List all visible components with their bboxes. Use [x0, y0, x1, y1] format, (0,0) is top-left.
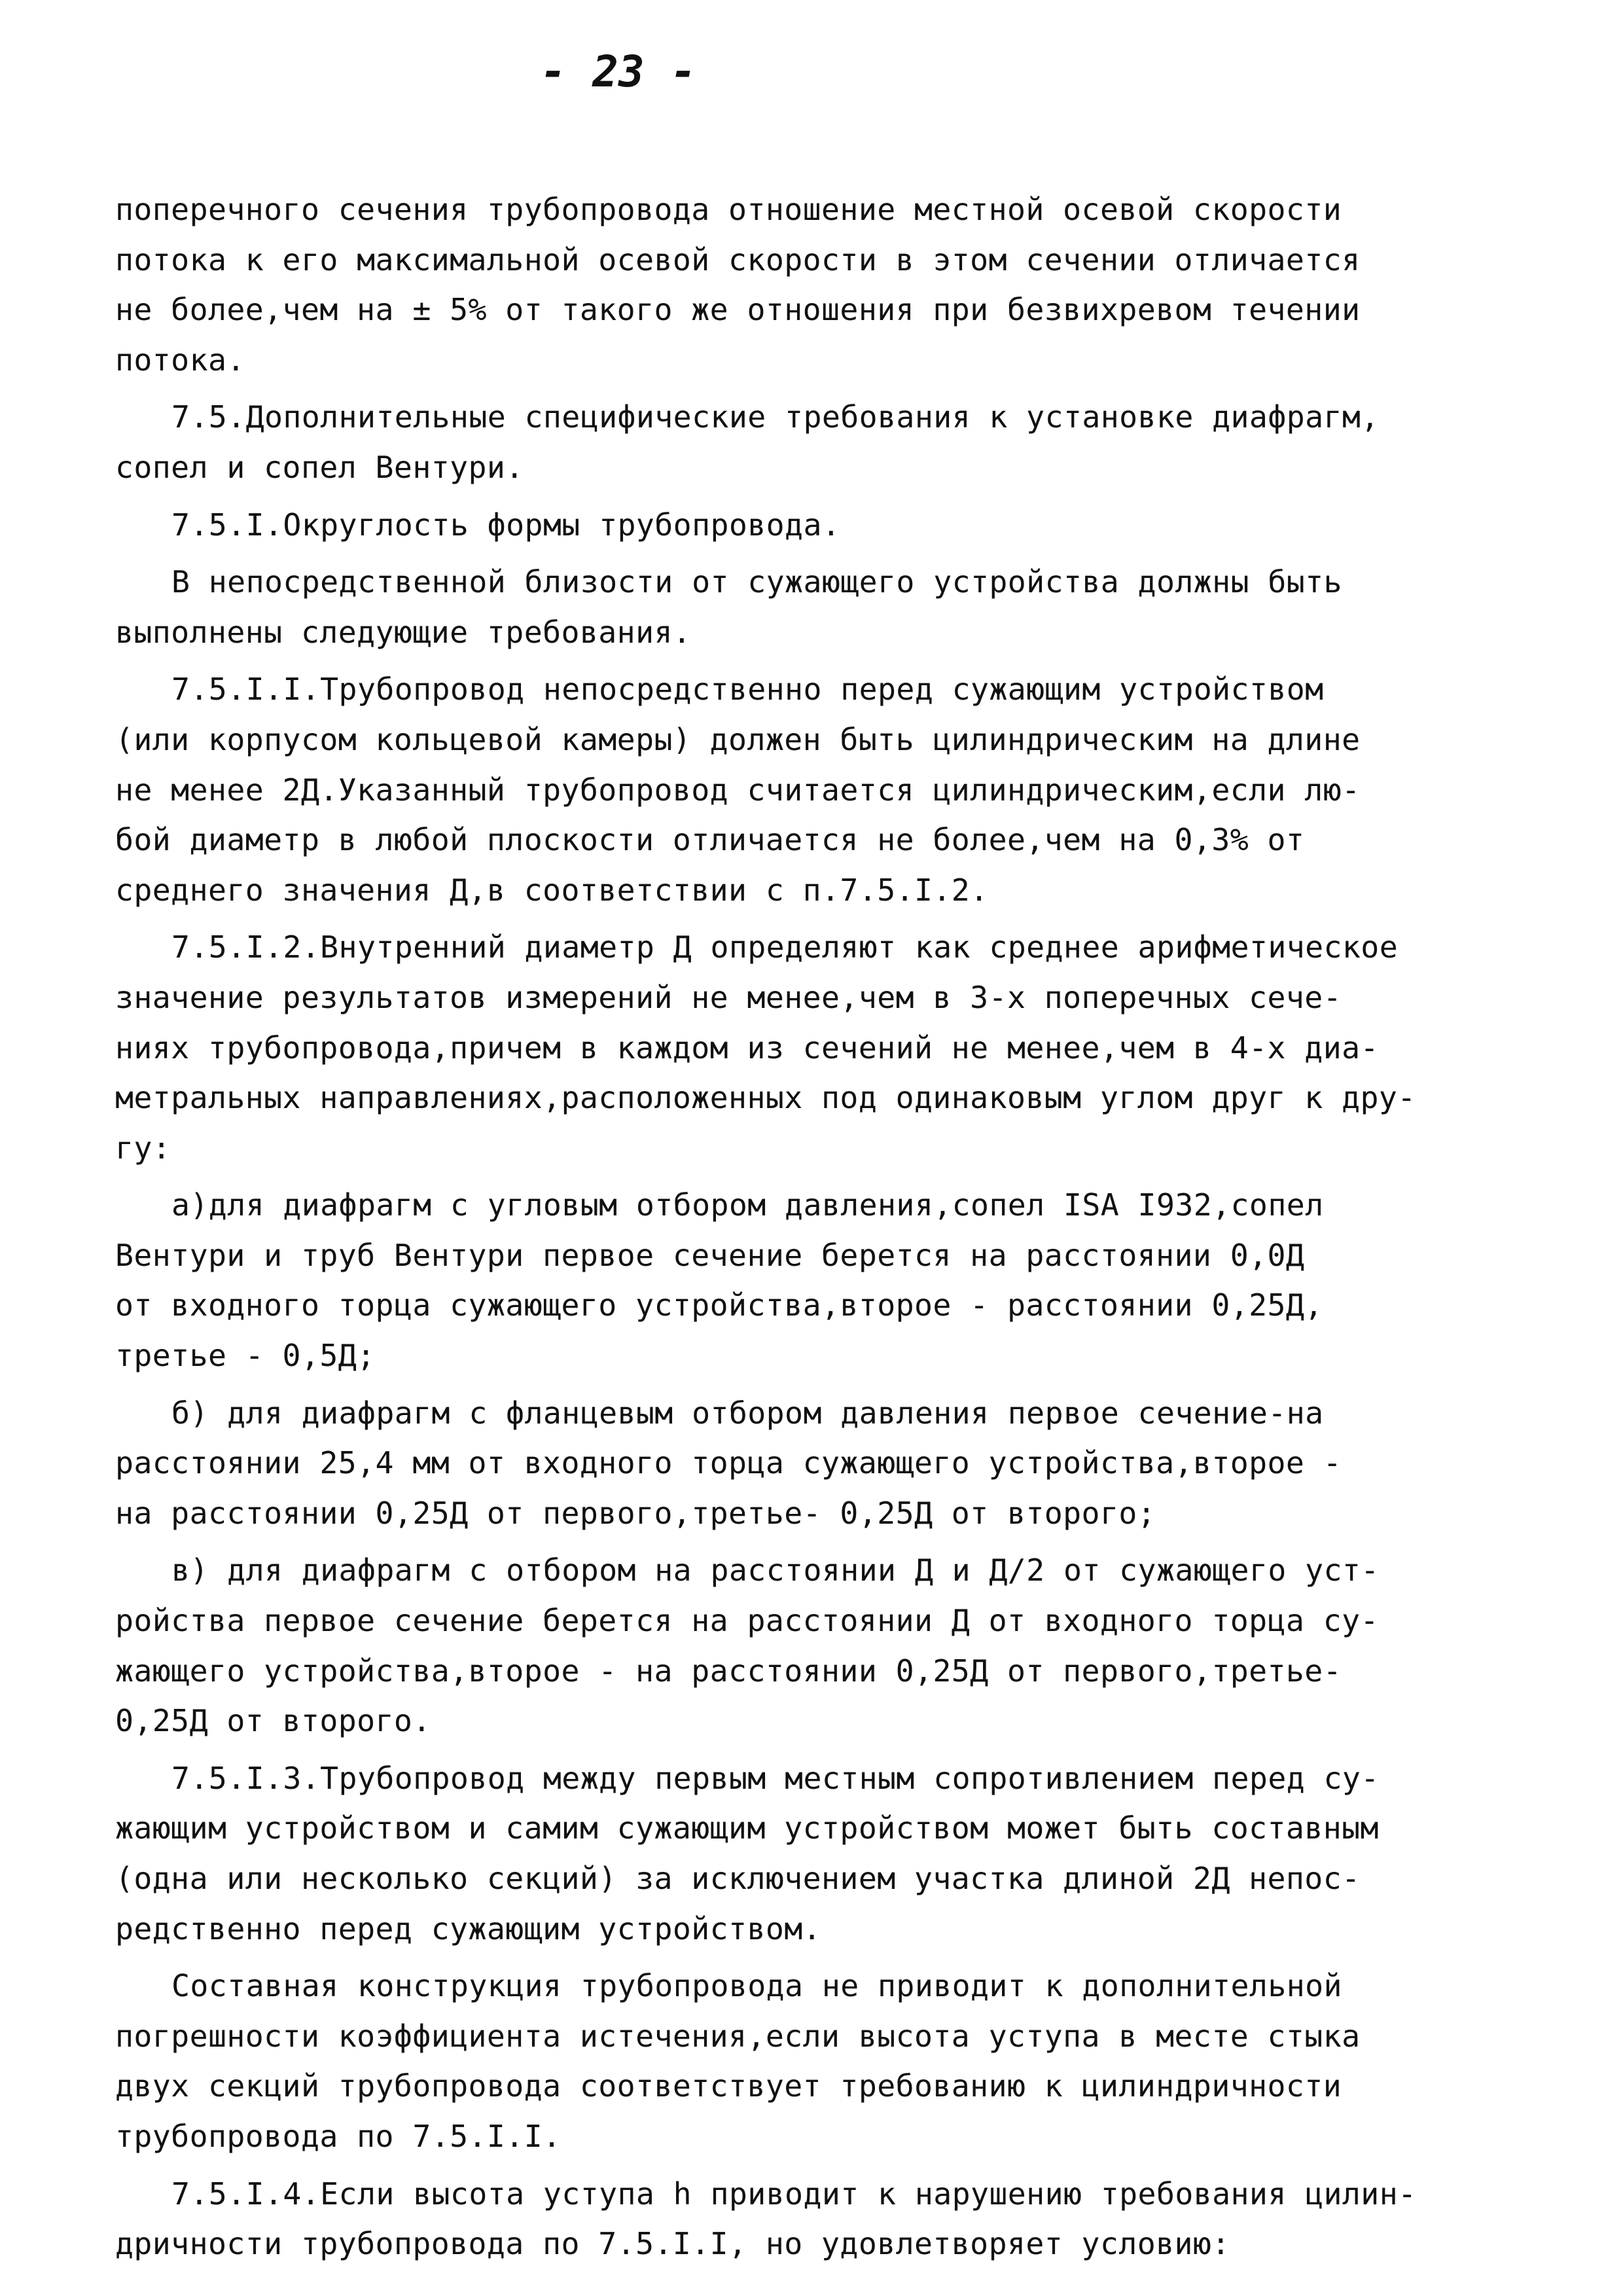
text-line: ниях трубопровода,причем в каждом из сечений не менее,чем в 4-х диа- — [115, 1030, 1379, 1066]
page-number: - 23 - — [540, 46, 697, 97]
text-line: редственно перед сужающим устройством. — [115, 1910, 822, 1946]
text-line: (одна или несколько секций) за исключением участка длиной 2Д непос- — [115, 1861, 1361, 1896]
text-line: поперечного сечения трубопровода отношение местной осевой скорости — [115, 192, 1342, 227]
list-item-b: б) для диафрагм с фланцевым отбором давления первое сечение-на — [171, 1395, 1324, 1431]
text-line: потока к его максимальной осевой скорости в этом сечении отличается — [115, 242, 1361, 278]
text-line: на расстоянии 0,25Д от первого,третье- 0,25Д от второго; — [115, 1495, 1156, 1531]
text-line: жающего устройства,второе - на расстоянии 0,25Д от первого,третье- — [115, 1653, 1342, 1689]
text-line: от входного торца сужающего устройства,второе - расстоянии 0,25Д, — [115, 1287, 1323, 1323]
document-body — [115, 185, 1522, 2269]
text-line: сопел и сопел Вентури. — [115, 449, 524, 485]
text-line: значение результатов измерений не менее,чем в 3-х поперечных сече- — [115, 979, 1342, 1015]
list-item-a: а)для диафрагм с угловым отбором давления,сопел ISA I932,сопел — [171, 1187, 1324, 1223]
section-heading: 7.5.I.4.Если высота уступа h приводит к нарушению требования цилин- — [171, 2176, 1417, 2212]
text-line: Вентури и труб Вентури первое сечение берется на расстоянии 0,0Д — [115, 1237, 1305, 1273]
text-line: двух секций трубопровода соответствует требованию к цилиндричности — [115, 2068, 1342, 2104]
text-line: не менее 2Д.Указанный трубопровод считается цилиндрическим,если лю- — [115, 772, 1361, 808]
text-line: (или корпусом кольцевой камеры) должен быть цилиндрическим на длине — [115, 721, 1361, 757]
text-line: не более,чем на ± 5% от такого же отношения при безвихревом течении — [115, 292, 1361, 328]
section-heading: 7.5.I.3.Трубопровод между первым местным сопротивлением перед су- — [171, 1760, 1380, 1796]
section-heading: 7.5.Дополнительные специфические требования к установке диафрагм, — [171, 399, 1380, 435]
section-heading: 7.5.I.I.Трубопровод непосредственно перед сужающим устройством — [171, 672, 1324, 708]
text-line: 0,25Д от второго. — [115, 1703, 431, 1739]
paragraph-start: Составная конструкция трубопровода не приводит к дополнительной — [171, 1968, 1342, 2004]
text-line: выполнены следующие требования. — [115, 614, 692, 650]
text-line: среднего значения Д,в соответствии с п.7.5.I.2. — [115, 872, 989, 908]
paragraph-start: В непосредственной близости от сужающего устройства должны быть — [171, 564, 1342, 600]
text-line: потока. — [115, 342, 245, 378]
text-line: трубопровода по 7.5.I.I. — [115, 2118, 562, 2154]
text-line: дричности трубопровода по 7.5.I.I, но удовлетворяет условию: — [115, 2226, 1230, 2262]
text-line: жающим устройством и самим сужающим устройством может быть составным — [115, 1810, 1379, 1846]
text-line: ройства первое сечение берется на расстоянии Д от входного торца су- — [115, 1603, 1379, 1639]
list-item-c: в) для диафрагм с отбором на расстоянии Д и Д/2 от сужающего уст- — [171, 1552, 1380, 1588]
section-heading: 7.5.I.Округлость формы трубопровода. — [171, 507, 841, 543]
text-line: третье - 0,5Д; — [115, 1338, 376, 1374]
text-line: бой диаметр в любой плоскости отличается не более,чем на 0,3% от — [115, 822, 1305, 858]
text-line: погрешности коэффициента истечения,если высота уступа в месте стыка — [115, 2018, 1361, 2054]
text-line: метральных направлениях,расположенных под одинаковым углом друг к дру- — [115, 1080, 1416, 1116]
section-heading: 7.5.I.2.Внутренний диаметр Д определяют как среднее арифметическое — [171, 929, 1399, 965]
text-line: гу: — [115, 1130, 171, 1166]
text-line: расстоянии 25,4 мм от входного торца сужающего устройства,второе - — [115, 1445, 1342, 1481]
